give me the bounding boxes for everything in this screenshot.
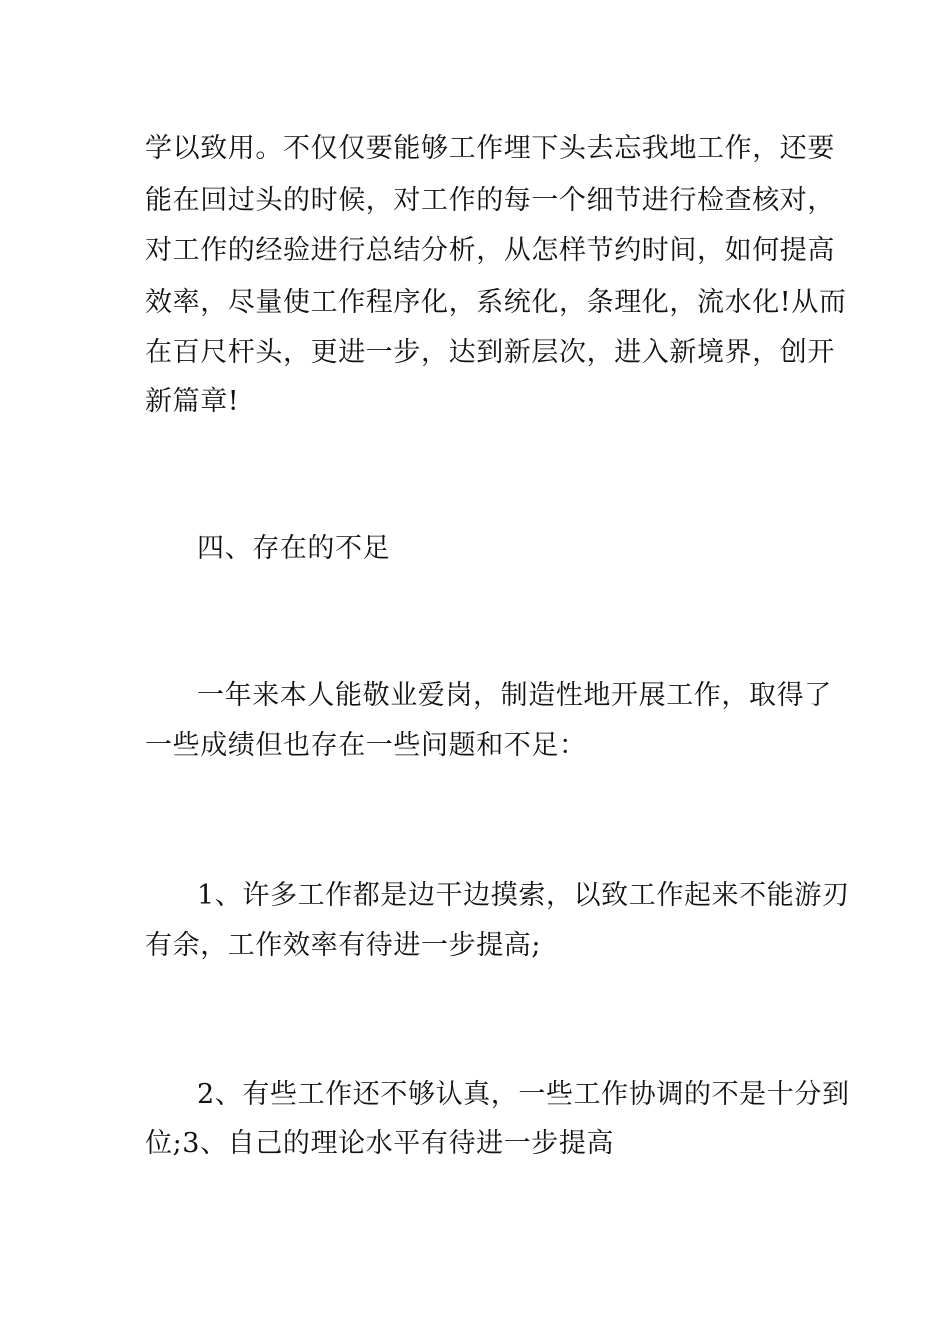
paragraph-line: 能在回过头的时候，对工作的每一个细节进行检查核对，	[145, 185, 835, 216]
section-heading: 四、存在的不足	[197, 533, 391, 564]
paragraph-line: 一些成绩但也存在一些问题和不足：	[145, 730, 587, 761]
list-item-line: 2、有些工作还不够认真，一些工作协调的不是十分到	[197, 1079, 850, 1110]
list-item-line: 有余，工作效率有待进一步提高;	[145, 930, 542, 961]
paragraph-line: 新篇章!	[145, 386, 240, 417]
paragraph-line: 学以致用。不仅仅要能够工作埋下头去忘我地工作，还要	[145, 133, 835, 164]
list-item-line: 1、许多工作都是边干边摸索，以致工作起来不能游刃	[197, 880, 850, 911]
paragraph-line: 一年来本人能敬业爱岗，制造性地开展工作，取得了	[197, 680, 832, 711]
paragraph-line: 效率，尽量使工作程序化，系统化，条理化，流水化!从而	[145, 287, 847, 318]
paragraph-line: 对工作的经验进行总结分析，从怎样节约时间，如何提高	[145, 235, 835, 266]
list-item-line: 位;3、自己的理论水平有待进一步提高	[145, 1128, 615, 1159]
paragraph-line: 在百尺杆头，更进一步，达到新层次，进入新境界，创开	[145, 337, 835, 368]
